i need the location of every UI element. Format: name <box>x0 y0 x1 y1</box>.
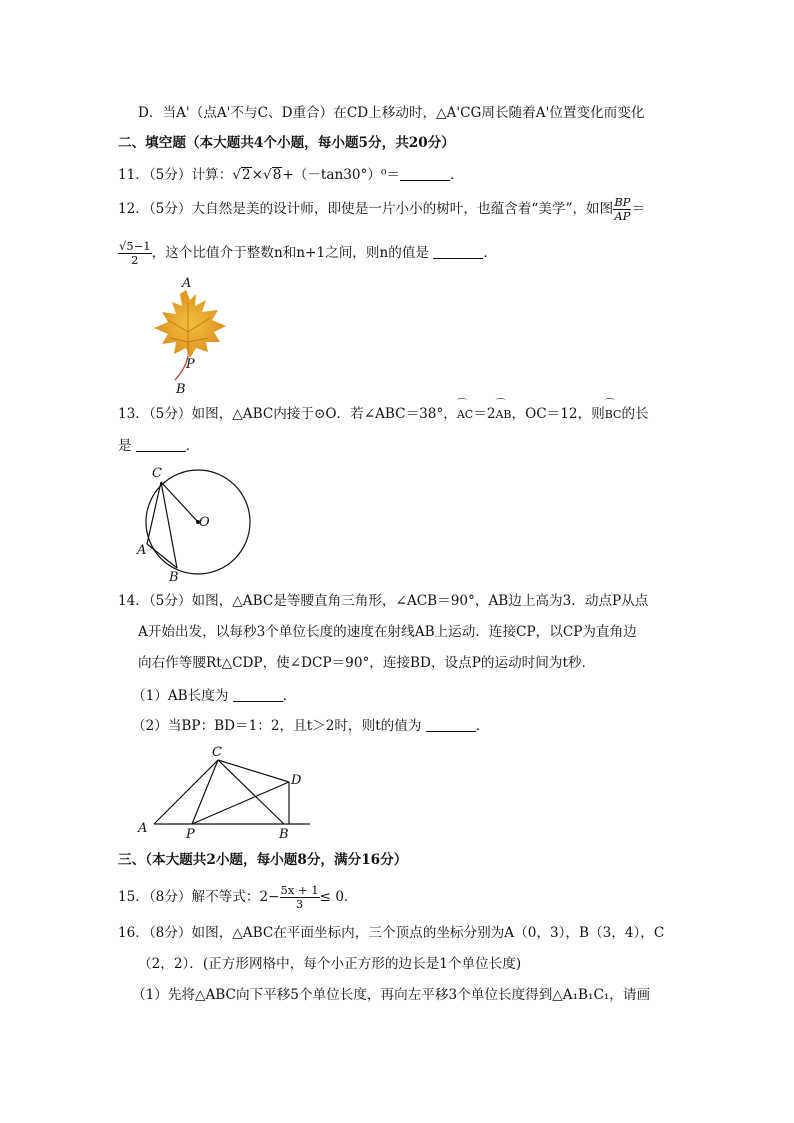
question-12-line-2 <box>118 240 497 267</box>
q11-times: × <box>251 167 264 183</box>
q14-sub1-blank[interactable] <box>233 687 283 702</box>
leaf-figure <box>140 272 240 397</box>
question-15 <box>118 884 358 911</box>
question-14-sub-1 <box>132 686 296 706</box>
q12-frac-den: AP <box>614 209 631 223</box>
q14-sub2-period: ． <box>475 718 490 734</box>
question-16-line-3: （1）先将△ABC向下平移5个单位长度，再向左平移3个单位长度得到△A₁B₁C₁，请画 <box>132 987 651 1003</box>
q15-frac-num: 5x + 1 <box>280 883 319 897</box>
triangle-label-p: P <box>186 827 195 842</box>
q12-fraction-golden <box>118 240 152 267</box>
q12-eq: ＝ <box>631 201 646 217</box>
segment-co <box>161 482 198 522</box>
q13-arc-ac: ⌒ AC <box>457 405 473 425</box>
q14-sub1-period: ． <box>282 688 297 704</box>
triangle-figure <box>134 744 314 842</box>
q14-sub2-blank[interactable] <box>426 717 476 732</box>
triangle-label-a: A <box>138 821 148 836</box>
question-16-line-2: （2，2）．(正方形网格中，每个小正方形的边长是1个单位长度) <box>138 956 522 972</box>
segment-cb <box>161 482 177 568</box>
q12-fraction-bp-ap <box>613 196 631 223</box>
question-16-line-1: 16．（8分）如图，△ABC在平面坐标内，三个顶点的坐标分别为A（0，3），B（3，4），C <box>118 925 665 941</box>
triangle-label-c: C <box>212 745 222 760</box>
q12-frac-num: BP <box>614 195 631 209</box>
q13-mid: ，OC＝12，则 <box>511 406 605 422</box>
q12-continuation: ，这个比值介于整数n和n+1之间，则n的值是 <box>151 245 430 261</box>
q11-answer-blank[interactable] <box>400 166 450 181</box>
q15-fraction <box>280 884 320 911</box>
question-14-line-2: A开始出发，以每秒3个单位长度的速度在射线AB上运动．连接CP，以CP为直角边 <box>138 624 637 640</box>
q11-sqrt-8: 8 <box>272 167 282 183</box>
question-13-line-1 <box>118 404 649 425</box>
q13-answer-blank[interactable] <box>136 437 186 452</box>
circle-label-b: B <box>169 570 179 585</box>
question-13-line-2 <box>118 436 200 456</box>
q11-period: ． <box>450 167 464 183</box>
question-14-line-3: 向右作等腰Rt△CDP，使∠DCP＝90°，连接BD，设点P的运动时间为t秒． <box>138 655 596 671</box>
circle-figure <box>134 462 254 586</box>
section-3-heading: 三、（本大题共2小题，每小题8分，满分16分） <box>118 852 408 868</box>
triangle-label-d: D <box>291 773 302 788</box>
q13-eq: ＝2 <box>473 406 496 422</box>
segment-ab <box>147 544 177 568</box>
question-11: 11．（5分）计算：√2×√8+（－tan30°）⁰＝ ． <box>118 167 464 183</box>
q12-frac2-num: √5−1 <box>119 239 151 253</box>
q14-sub1: （1）AB长度为 <box>132 688 229 704</box>
section-2-heading: 二、填空题（本大题共4个小题，每小题5分，共20分） <box>118 135 455 151</box>
q12-answer-blank[interactable] <box>433 244 483 259</box>
question-12-line-1 <box>118 196 645 223</box>
q15-frac-den: 3 <box>295 897 304 911</box>
q12-prefix: 12．（5分）大自然是美的设计师，即使是一片小小的树叶，也蕴含着“美学”，如图 <box>118 201 614 217</box>
q11-rest: +（－tan30°）⁰＝ <box>282 167 400 183</box>
triangle-label-b: B <box>279 827 289 842</box>
q13-period: ． <box>185 438 200 454</box>
q13-line1: 13．（5分）如图，△ABC内接于⊙O．若∠ABC＝38°， <box>118 406 457 422</box>
q11-prefix: 11．（5分）计算： <box>118 167 233 183</box>
circle-label-o: O <box>199 515 210 530</box>
q13-arc-bc: ⌒ BC <box>605 405 622 425</box>
question-14-line-1: 14．（5分）如图，△ABC是等腰直角三角形，∠ACB＝90°，AB边上高为3．动点P从点 <box>118 593 649 609</box>
q12-frac2-den: 2 <box>131 253 139 267</box>
q12-period: ． <box>483 245 497 261</box>
leaf-label-a: A <box>182 276 192 291</box>
leaf-label-p: P <box>186 357 195 372</box>
q14-sub2: （2）当BP：BD＝1：2，且t＞2时，则t的值为 <box>132 718 422 734</box>
option-d-text: D．当A'（点A'不与C、D重合）在CD上移动时，△A'CG周长随着A'位置变化而变化 <box>138 105 645 121</box>
segment-ca <box>147 482 161 544</box>
question-14-sub-2 <box>132 716 489 736</box>
circle-label-c: C <box>152 466 162 481</box>
leaf-shape <box>154 290 226 358</box>
circle-label-a: A <box>137 543 147 558</box>
q13-arc-ab: ⌒ AB <box>495 405 511 425</box>
segment-ac <box>154 760 218 824</box>
q13-end: 的长 <box>621 406 649 422</box>
q15-prefix: 15．（8分）解不等式：2− <box>118 889 280 905</box>
leaf-label-b: B <box>176 382 186 397</box>
q15-suffix: ≤ 0． <box>319 889 358 905</box>
q11-sqrt-2: 2 <box>241 167 251 183</box>
q13-line2: 是 <box>118 438 132 454</box>
